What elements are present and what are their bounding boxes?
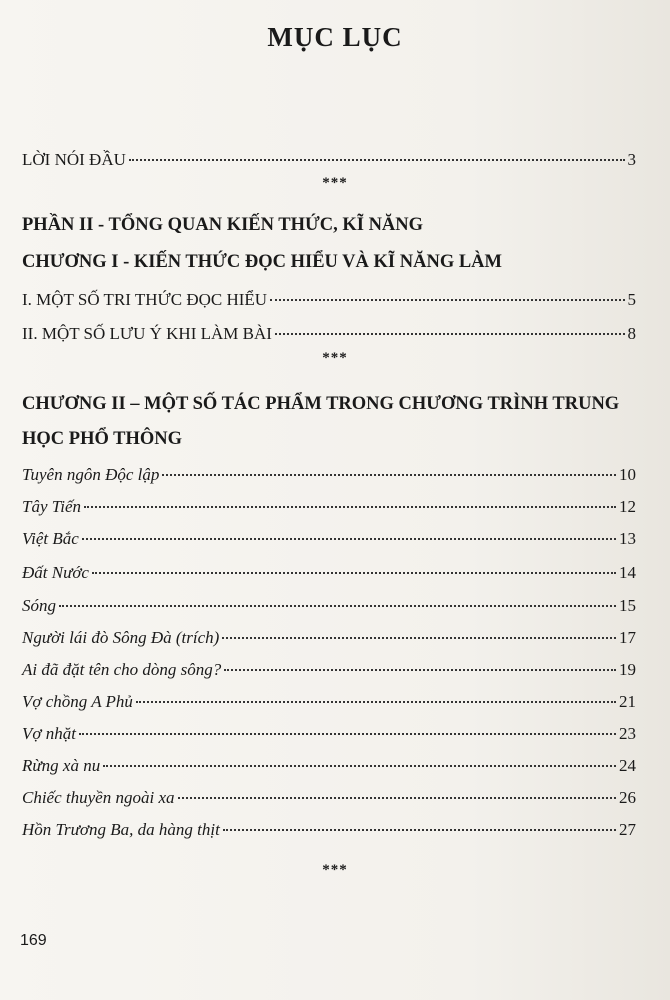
toc-entry-page: 13 [619,529,636,548]
dot-leader [129,159,625,161]
toc-entry-label: Hồn Trương Ba, da hàng thịt [22,820,220,839]
toc-entry-page: 15 [619,596,636,615]
toc-entry-preface [22,150,636,170]
toc-entry-page: 23 [619,724,636,743]
page-title: MỤC LỤC [267,22,403,52]
dot-leader [223,829,616,831]
page-number: 169 [20,932,47,949]
toc-entry-work [22,497,636,517]
toc-entry-page: 3 [627,150,636,169]
part-heading: PHẦN II - TỔNG QUAN KIẾN THỨC, KĨ NĂNG [22,215,424,235]
chapter-heading: CHƯƠNG I - KIẾN THỨC ĐỌC HIỂU VÀ KĨ NĂNG LÀM [22,252,502,272]
toc-entry-work [22,692,636,712]
toc-entry-label: LỜI NÓI ĐẦU [22,150,126,169]
section-separator: *** [322,175,348,191]
toc-entry-label: Người lái đò Sông Đà (trích) [22,628,220,647]
toc-entry [22,290,636,310]
toc-entry-page: 14 [619,563,636,582]
toc-entry-page: 21 [619,692,636,711]
toc-entry-label: II. MỘT SỐ LƯU Ý KHI LÀM BÀI [22,324,272,343]
toc-entry-label: Vợ chồng A Phủ [22,692,133,711]
toc-entry-work [22,788,636,808]
toc-entry-label: Chiếc thuyền ngoài xa [22,788,175,807]
toc-entry-label: Tuyên ngôn Độc lập [22,465,160,484]
toc-entry-label: Vợ nhặt [22,724,76,743]
toc-entry-work [22,660,636,680]
toc-entry [22,324,636,344]
toc-entry-label: Rừng xà nu [22,756,101,775]
toc-entry-page: 12 [619,497,636,516]
toc-entry-page: 19 [619,660,636,679]
dot-leader [79,733,616,735]
dot-leader [178,797,617,799]
toc-entry-page: 17 [619,628,636,647]
dot-leader [92,572,616,574]
chapter-heading: CHƯƠNG II – MỘT SỐ TÁC PHẨM TRONG CHƯƠNG TRÌNH TRUNG [22,394,620,414]
toc-entry-work [22,628,636,648]
toc-entry-work [22,596,636,616]
toc-entry-page: 24 [619,756,636,775]
toc-entry-page: 27 [619,820,636,839]
chapter-heading-continued: HỌC PHỔ THÔNG [22,429,183,449]
dot-leader [162,474,616,476]
toc-entry-work [22,529,636,549]
toc-entry-page: 5 [627,290,636,309]
section-separator: *** [322,862,348,878]
toc-entry-work [22,563,636,583]
toc-entry-work [22,724,636,744]
dot-leader [222,637,616,639]
dot-leader [59,605,616,607]
toc-entry-label: Ai đã đặt tên cho dòng sông? [22,660,222,679]
toc-entry-label: Sóng [22,596,56,615]
toc-entry-page: 8 [627,324,636,343]
toc-entry-page: 10 [619,465,636,484]
toc-entry-label: Việt Bắc [22,529,79,548]
section-separator: *** [322,350,348,366]
dot-leader [82,538,616,540]
dot-leader [136,701,616,703]
toc-entry-page: 26 [619,788,636,807]
toc-entry-label: Đất Nước [22,563,89,582]
dot-leader [275,333,625,335]
toc-entry-label: I. MỘT SỐ TRI THỨC ĐỌC HIỂU [22,290,268,309]
dot-leader [270,299,624,301]
toc-entry-work [22,820,636,840]
dot-leader [103,765,616,767]
dot-leader [224,669,616,671]
toc-entry-label: Tây Tiến [22,497,82,516]
toc-entry-work [22,465,636,485]
toc-entry-work [22,756,636,776]
dot-leader [84,506,616,508]
